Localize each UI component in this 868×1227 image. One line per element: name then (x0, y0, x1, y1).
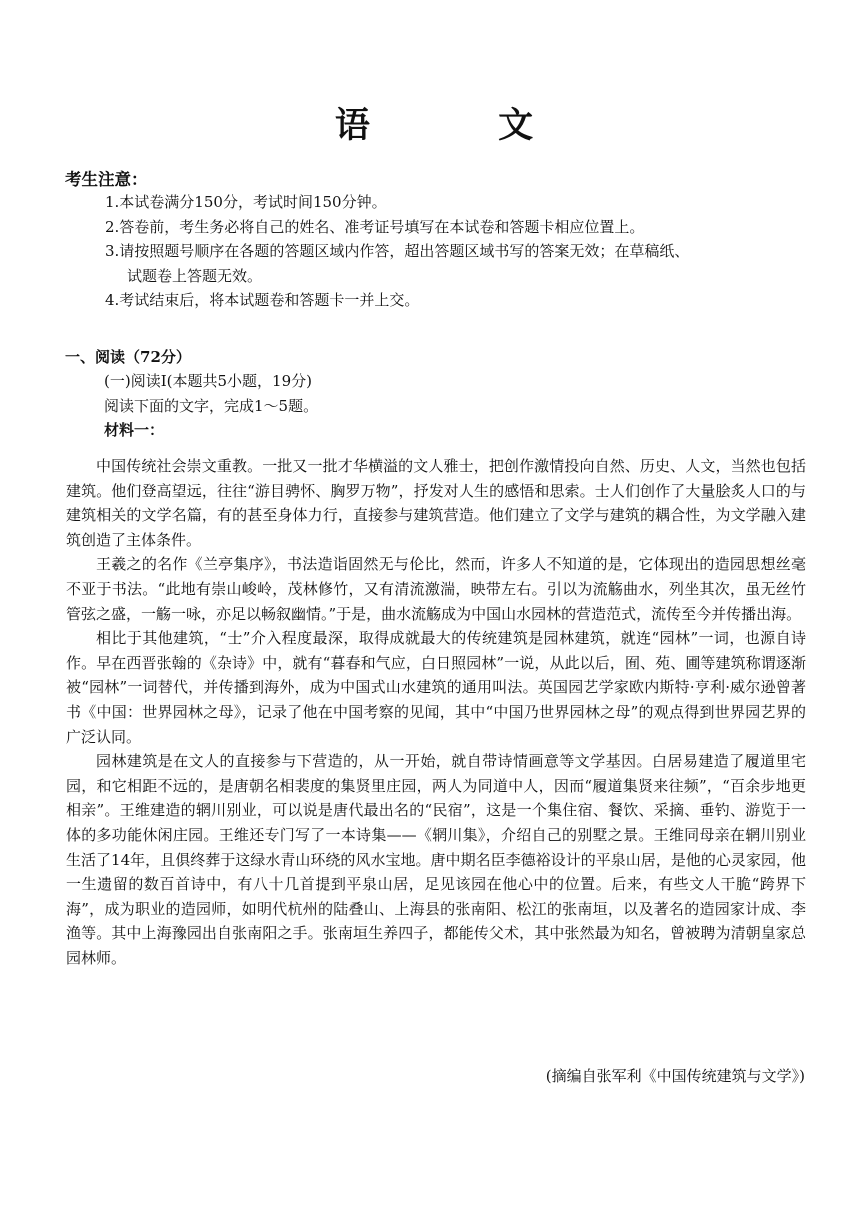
notice-item: 1.本试卷满分150分，考试时间150分钟。 (105, 193, 387, 211)
source-citation: (摘编自张军利《中国传统建筑与文学》) (545, 1067, 805, 1085)
passage-paragraph: 中国传统社会崇文重教。一批又一批才华横溢的文人雅士，把创作激情投向自然、历史、人文，当然也包括建筑。他们登高望远，往往“游目骋怀、胸罗万物”，抒发对人生的感悟和思索。士人们创作了大量脍炙人口的与建筑相关的文学名篇，有的甚至身体力行，直接参与建筑营造。他们建立了文学与建筑的耦合性，为文学融入建筑创造了主体条件。 (66, 457, 806, 549)
page-title: 语 文 (334, 105, 592, 146)
section-heading: 一、阅读（72分） (65, 348, 191, 366)
material-label: 材料一： (104, 421, 165, 439)
section-intro (104, 369, 318, 443)
subsection-heading: (一)阅读Ⅰ(本题共5小题，19分) (104, 372, 312, 390)
notice-heading: 考生注意： (65, 170, 148, 189)
notice-item: 4.考试结束后，将本试题卷和答题卡一并上交。 (105, 291, 420, 309)
passage-paragraph: 园林建筑是在文人的直接参与下营造的，从一开始，就自带诗情画意等文学基因。白居易建造了履道里宅园，和它相距不远的，是唐朝名相裴度的集贤里庄园，两人为同道中人，因而“履道集贤来往频”，“百余步地更相亲”。王维建造的辋川别业，可以说是唐代最出名的“民宿”，这是一个集住宿、餐饮、采摘、垂钓、游览于一体的多功能休闲庄园。王维还专门写了一本诗集——《辋川集》，介绍自己的别墅之景。王维同母亲在辋川别业生活了14年，且俱终葬于这绿水青山环绕的风水宝地。唐中期名臣李德裕设计的平泉山居，是他的心灵家园，他一生遗留的数百首诗中，有八十几首提到平泉山居，足见该园在他心中的位置。后来，有些文人干脆“跨界下海”，成为职业的造园师，如明代杭州的陆叠山、上海县的张南阳、松江的张南垣，以及著名的造园家计成、李渔等。其中上海豫园出自张南阳之手。张南垣生养四子，都能传父术，其中张然最为知名，曾被聘为清朝皇家总园林师。 (66, 752, 806, 967)
reading-passage (66, 454, 806, 970)
notice-list (105, 190, 817, 313)
notice-item-continuation: 试题卷上答题无效。 (127, 266, 263, 285)
notice-item: 2.答卷前，考生务必将自己的姓名、准考证号填写在本试卷和答题卡相应位置上。 (105, 217, 645, 236)
instruction: 阅读下面的文字，完成1～5题。 (104, 396, 319, 415)
passage-paragraph: 相比于其他建筑，“士”介入程度最深，取得成就最大的传统建筑是园林建筑，就连“园林”一词，也源自诗作。早在西晋张翰的《杂诗》中，就有“暮春和气应，白日照园林”一说，从此以后，囿、苑、圃等建筑称谓逐渐被“园林”一词替代，并传播到海外，成为中国式山水建筑的通用叫法。英国园艺学家欧内斯特·亨利·威尔逊曾著书《中国：世界园林之母》，记录了他在中国考察的见闻，其中“中国乃世界园林之母”的观点得到世界园艺界的广泛认同。 (66, 629, 806, 746)
passage-paragraph: 王羲之的名作《兰亭集序》，书法造诣固然无与伦比，然而，许多人不知道的是，它体现出的造园思想丝毫不亚于书法。“此地有崇山峻岭，茂林修竹，又有清流激湍，映带左右。引以为流觞曲水，列坐其次，虽无丝竹管弦之盛，一觞一咏，亦足以畅叙幽情。”于是，曲水流觞成为中国山水园林的营造范式，流传至今并传播出海。 (66, 555, 806, 623)
notice-item: 3.请按照题号顺序在各题的答题区域内作答，超出答题区域书写的答案无效；在草稿纸、 (105, 242, 690, 260)
